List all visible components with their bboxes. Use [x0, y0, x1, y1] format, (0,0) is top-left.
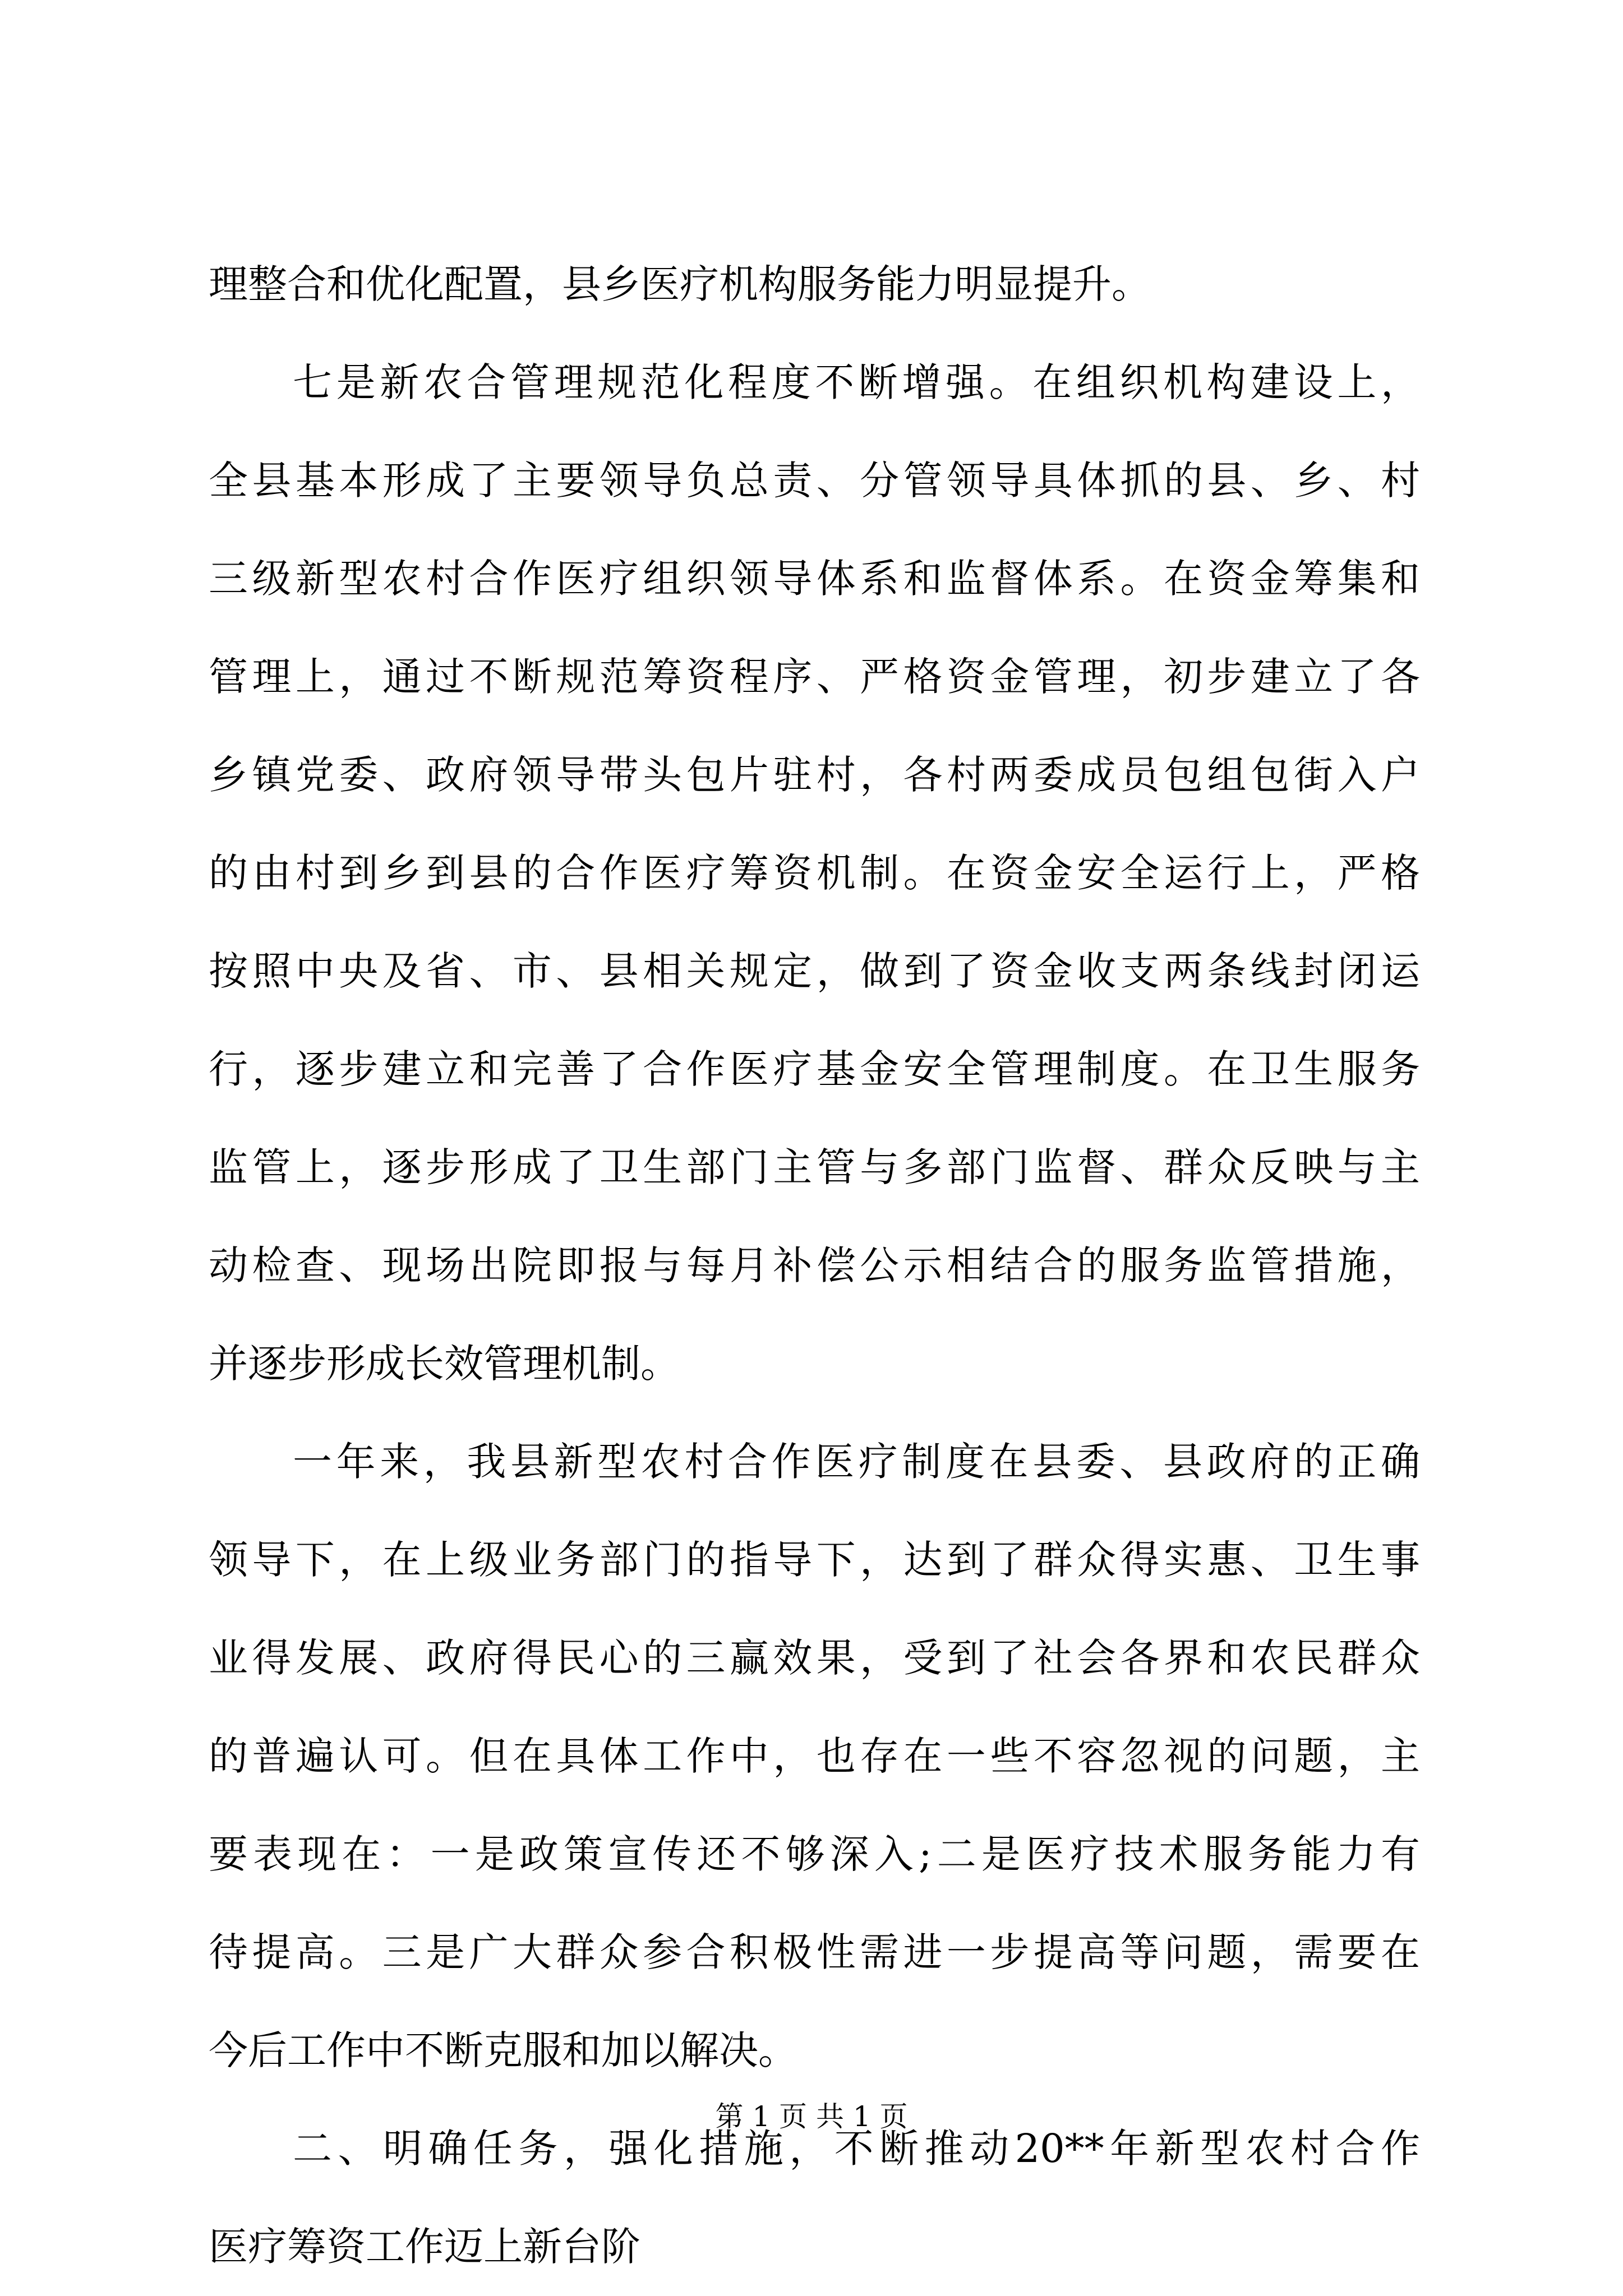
text-line: 按照中央及省、市、县相关规定，做到了资金收支两条线封闭运: [209, 948, 1420, 994]
text-line: 的普遍认可。但在具体工作中，也存在一些不容忽视的问题，主: [209, 1733, 1420, 1779]
text-line: 领导下，在上级业务部门的指导下，达到了群众得实惠、卫生事: [209, 1537, 1420, 1583]
text-line: 行，逐步建立和完善了合作医疗基金安全管理制度。在卫生服务: [209, 1046, 1420, 1092]
document-body: [209, 235, 1420, 2296]
text-line: 待提高。三是广大群众参合积极性需进一步提高等问题，需要在: [209, 1929, 1420, 1975]
page-footer: [0, 2097, 1623, 2136]
text-line: 乡镇党委、政府领导带头包片驻村，各村两委成员包组包街入户: [209, 752, 1420, 798]
text-line: 动检查、现场出院即报与每月补偿公示相结合的服务监管措施，: [209, 1242, 1420, 1288]
page-number-label: 第 1 页 共 1 页: [715, 2100, 908, 2133]
text-line: 要表现在：一是政策宣传还不够深入;二是医疗技术服务能力有: [209, 1831, 1420, 1877]
text-line: 今后工作中不断克服和加以解决。: [209, 2027, 797, 2073]
section-heading-line: 医疗筹资工作迈上新台阶: [209, 2224, 640, 2270]
text-line: 业得发展、政府得民心的三赢效果，受到了社会各界和农民群众: [209, 1635, 1420, 1681]
section-heading-line: 二、明确任务，强化措施，不断推动20**年新型农村合作: [293, 2126, 1420, 2172]
text-line: 三级新型农村合作医疗组织领导体系和监督体系。在资金筹集和: [209, 556, 1420, 602]
text-line: 全县基本形成了主要领导负总责、分管领导具体抓的县、乡、村: [209, 458, 1420, 503]
text-line: 监管上，逐步形成了卫生部门主管与多部门监督、群众反映与主: [209, 1144, 1420, 1190]
text-line: 一年来，我县新型农村合作医疗制度在县委、县政府的正确: [293, 1439, 1420, 1485]
text-line: 管理上，通过不断规范筹资程序、严格资金管理，初步建立了各: [209, 654, 1420, 700]
text-line: 理整合和优化配置，县乡医疗机构服务能力明显提升。: [209, 261, 1151, 307]
text-line: 的由村到乡到县的合作医疗筹资机制。在资金安全运行上，严格: [209, 850, 1420, 896]
text-line: 并逐步形成长效管理机制。: [209, 1341, 680, 1387]
text-line: 七是新农合管理规范化程度不断增强。在组织机构建设上，: [293, 359, 1420, 405]
